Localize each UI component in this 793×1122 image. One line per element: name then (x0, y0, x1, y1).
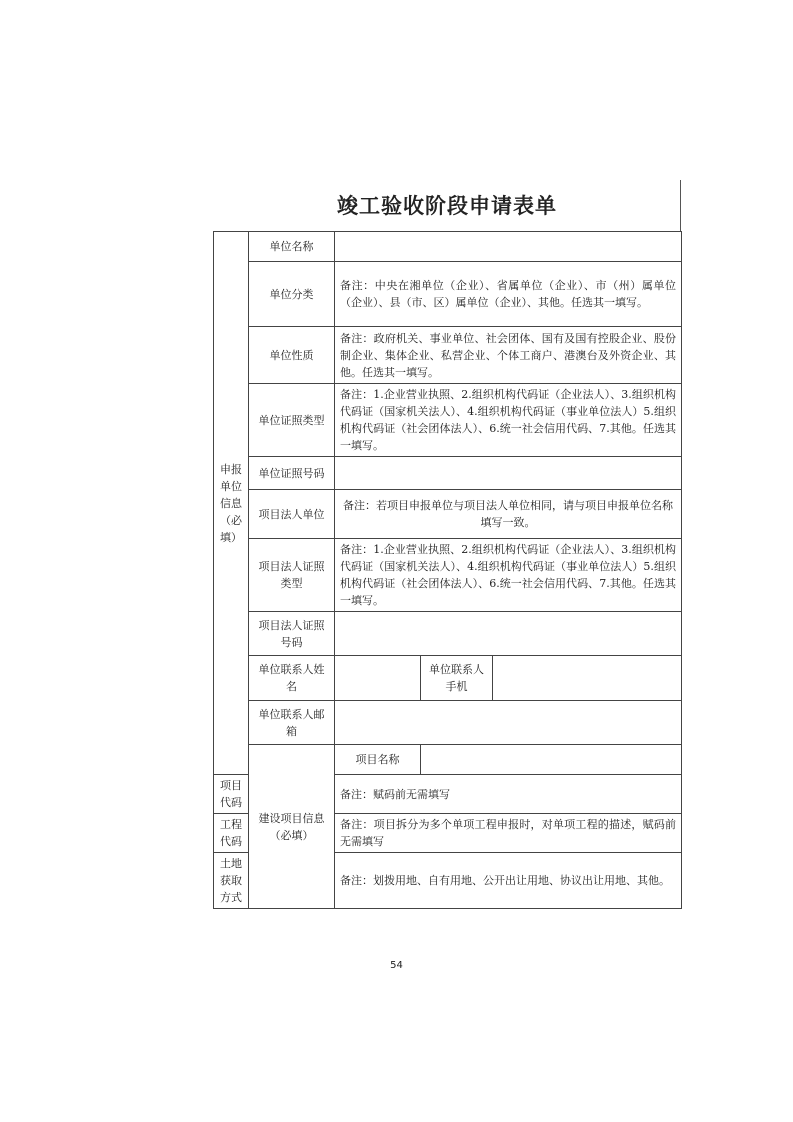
field-unit-nature[interactable]: 备注：政府机关、事业单位、社会团体、国有及国有控股企业、股份制企业、集体企业、私营企业、个体工商户、港澳台及外资企业、其他。任选其一填写。 (335, 327, 682, 384)
field-unit-cert-type[interactable]: 备注：1.企业营业执照、2.组织机构代码证（企业法人）、3.组织机构代码证（国家机关法人）、4.组织机构代码证（事业单位法人）5.组织机构代码证（社会团体法人）、6.统一社会信用代码、7.其他。任选其一填写。 (335, 384, 682, 457)
row-unit-name (214, 232, 682, 262)
row-unit-category (214, 262, 682, 327)
row-contact (214, 656, 682, 701)
label-land-method: 土地获取方式 (214, 853, 249, 909)
application-form-table (213, 231, 682, 909)
label-unit-nature: 单位性质 (249, 327, 335, 384)
field-contact-name[interactable] (335, 656, 421, 701)
form-title: 竣工验收阶段申请表单 (337, 193, 557, 218)
label-unit-name: 单位名称 (249, 232, 335, 262)
label-contact-phone: 单位联系人手机 (421, 656, 493, 701)
section-project-info: 建设项目信息（必填） (249, 745, 335, 909)
row-contact-email (214, 701, 682, 745)
label-legal-cert-no: 项目法人证照号码 (249, 612, 335, 656)
section-applicant-info: 申报单位信息（必填） (214, 232, 249, 775)
field-engineering-code[interactable]: 备注：项目拆分为多个单项工程申报时，对单项工程的描述，赋码前无需填写 (335, 814, 682, 853)
field-legal-cert-type[interactable]: 备注：1.企业营业执照、2.组织机构代码证（企业法人）、3.组织机构代码证（国家机关法人）、4.组织机构代码证（事业单位法人）5.组织机构代码证（社会团体法人）、6.统一社会信用代码、7.其他。任选其一填写。 (335, 539, 682, 612)
field-contact-phone[interactable] (493, 656, 682, 701)
field-contact-email[interactable] (335, 701, 682, 745)
field-legal-unit[interactable]: 备注：若项目申报单位与项目法人单位相同，请与项目申报单位名称填写一致。 (335, 490, 682, 539)
label-legal-unit: 项目法人单位 (249, 490, 335, 539)
label-contact-name: 单位联系人姓名 (249, 656, 335, 701)
field-legal-cert-no[interactable] (335, 612, 682, 656)
row-legal-cert-type (214, 539, 682, 612)
label-unit-cert-no: 单位证照号码 (249, 457, 335, 490)
row-unit-cert-no (214, 457, 682, 490)
label-engineering-code: 工程代码 (214, 814, 249, 853)
label-legal-cert-type: 项目法人证照类型 (249, 539, 335, 612)
label-contact-email: 单位联系人邮箱 (249, 701, 335, 745)
field-land-method[interactable]: 备注：划拨用地、自有用地、公开出让用地、协议出让用地、其他。 (335, 853, 682, 909)
row-project-name (214, 745, 682, 775)
field-unit-name[interactable] (335, 232, 682, 262)
field-project-name[interactable] (421, 745, 682, 775)
row-unit-nature (214, 327, 682, 384)
label-unit-cert-type: 单位证照类型 (249, 384, 335, 457)
field-unit-category[interactable]: 备注：中央在湘单位（企业）、省属单位（企业）、市（州）属单位（企业）、县（市、区）属单位（企业）、其他。任选其一填写。 (335, 262, 682, 327)
row-legal-unit (214, 490, 682, 539)
field-project-code[interactable]: 备注：赋码前无需填写 (335, 775, 682, 814)
field-unit-cert-no[interactable] (335, 457, 682, 490)
row-unit-cert-type (214, 384, 682, 457)
label-project-code: 项目代码 (214, 775, 249, 814)
page-number: 54 (390, 960, 403, 971)
label-unit-category: 单位分类 (249, 262, 335, 327)
row-legal-cert-no (214, 612, 682, 656)
label-project-name: 项目名称 (335, 745, 421, 775)
